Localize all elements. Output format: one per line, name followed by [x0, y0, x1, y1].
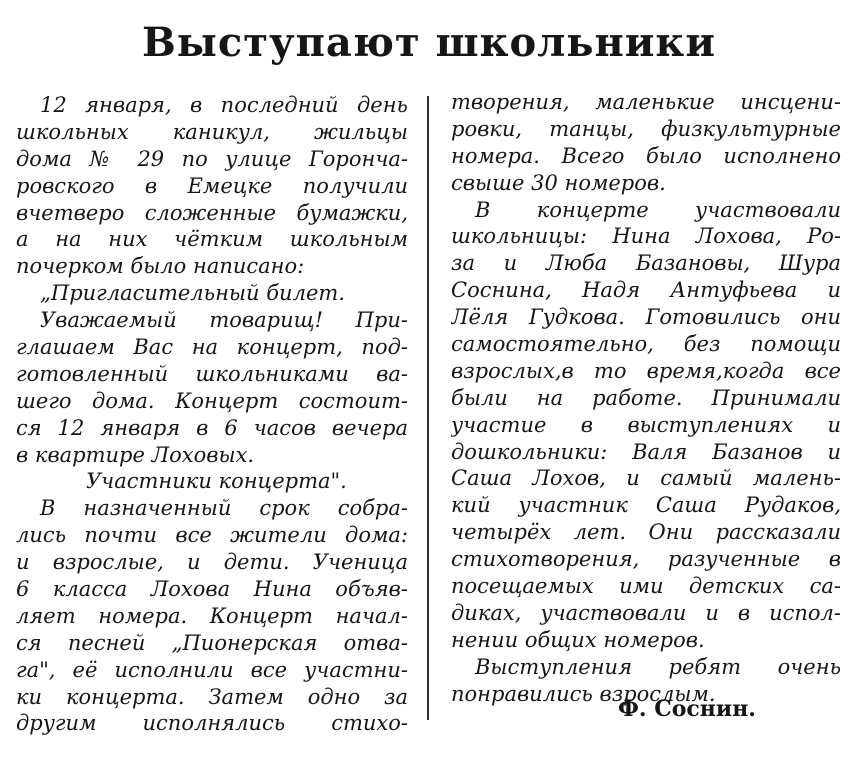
text-line: дома № 29 по улице Горонча- [16, 146, 408, 171]
text-line: школьницы: Нина Лохова, Ро- [451, 224, 841, 249]
text-line: шего дома. Концерт состоит- [16, 388, 408, 413]
text-line: диках, участвовали и в испол- [451, 600, 841, 625]
text-line: 6 класса Лохова Нина объяв- [16, 577, 408, 602]
text-line: понравились взрослым. [451, 681, 716, 706]
text-line: ся 12 января в 6 часов вечера [16, 415, 408, 440]
text-line: Участники концерта". [86, 469, 347, 494]
article-column-left [16, 92, 408, 737]
text-line: га", её исполнили все участни- [16, 657, 408, 682]
text-line: ляет номера. Концерт начал- [16, 603, 408, 628]
text-line: почерком было написано: [16, 254, 305, 279]
text-line: школьных каникул, жильцы [16, 119, 408, 144]
text-line: участие в выступлениях и [451, 412, 841, 437]
text-line: посещаемых ими детских са- [451, 574, 841, 599]
article-column-right [451, 89, 841, 707]
text-line: Соснина, Надя Антуфьева и [451, 278, 841, 303]
text-line: и взрослые, и дети. Ученица [16, 550, 408, 575]
author-signature: Ф. Соснин. [618, 696, 756, 722]
text-line: в квартире Лоховых. [16, 442, 255, 467]
text-line: Уважаемый товарищ! При- [40, 308, 408, 333]
text-line: нении общих номеров. [451, 627, 705, 652]
text-line: В назначенный срок собра- [40, 496, 408, 521]
text-line: вчетверо сложенные бумажки, [16, 200, 408, 225]
text-line: ровки, танцы, физкультурные [451, 116, 841, 141]
text-line: стихотворения, разученные в [451, 547, 841, 572]
text-line: а на них чётким школьным [16, 227, 408, 252]
text-line: В концерте участвовали [475, 197, 841, 222]
text-line: номера. Всего было исполнено [451, 143, 841, 168]
text-line: ровского в Емецке получили [16, 173, 408, 198]
text-line: Лёля Гудкова. Готовились они [451, 305, 841, 330]
text-line: ки концерта. Затем одно за [16, 684, 408, 709]
column-divider [427, 96, 429, 720]
text-line: за и Люба Базановы, Шура [451, 251, 841, 276]
text-line: взрослых,в то время,когда все [451, 358, 841, 383]
text-line: другим исполнялись стихо- [16, 711, 408, 736]
text-line: глашаем Вас на концерт, под- [16, 335, 408, 360]
text-line: Выступления ребят очень [475, 654, 841, 679]
article-headline: Выступают школьники [142, 19, 716, 66]
text-line: самостоятельно, без помощи [451, 332, 841, 357]
text-line: лись почти все жители дома: [16, 523, 408, 548]
text-line: 12 января, в последний день [40, 93, 408, 117]
text-line: Саша Лохов, и самый малень- [451, 466, 841, 491]
text-line: творения, маленькие инсцени- [451, 90, 841, 114]
text-line: свыше 30 номеров. [451, 170, 666, 195]
text-line: кий участник Саша Рудаков, [451, 493, 841, 518]
text-line: дошкольники: Валя Базанов и [451, 439, 841, 464]
text-line: четырёх лет. Они рассказали [451, 520, 841, 545]
text-line: ся песней „Пионерская отва- [16, 630, 408, 655]
text-line: „Пригласительный билет. [40, 281, 345, 306]
text-line: готовленный школьниками ва- [16, 361, 408, 386]
text-line: были на работе. Принимали [451, 385, 841, 410]
